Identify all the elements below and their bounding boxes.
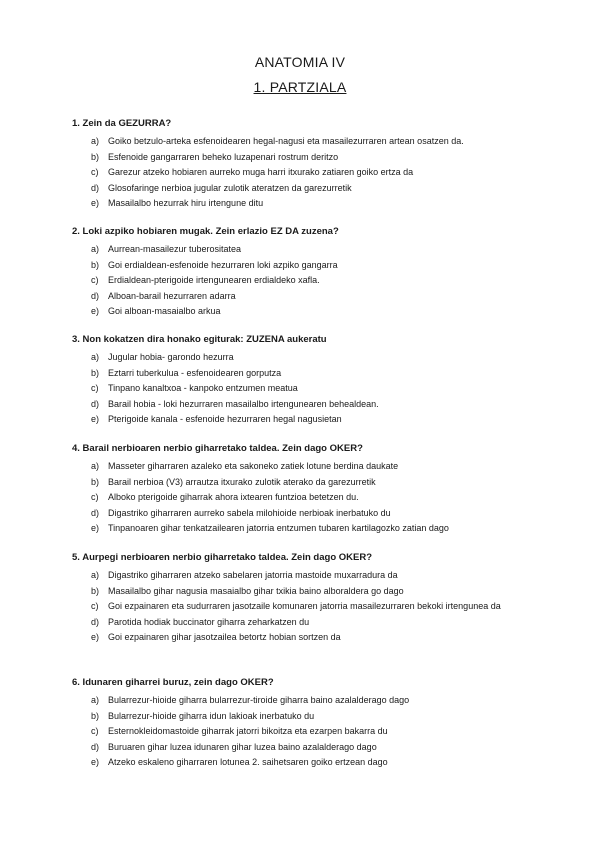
option-marker: c) <box>91 726 99 736</box>
option-marker: b) <box>91 259 100 270</box>
answer-option[interactable] <box>72 490 572 506</box>
option-marker: d) <box>91 290 100 301</box>
option-text: Parotida hodiak buccinator giharra zeharkatzen du <box>108 616 310 627</box>
answer-option[interactable] <box>72 630 572 646</box>
option-text: Alboko pterigoide giharrak ahora ixtearen funtzioa betetzen du. <box>108 492 359 502</box>
answer-option[interactable] <box>72 366 572 382</box>
answer-option[interactable] <box>72 150 572 166</box>
option-text: Goi alboan-masaialbo arkua <box>108 306 221 316</box>
answer-option[interactable] <box>72 412 572 428</box>
answer-option[interactable] <box>72 599 538 615</box>
option-text: Tinpano kanaltxoa - kanpoko entzumen meatua <box>108 383 298 393</box>
question-5 <box>72 551 572 646</box>
option-text: Digastriko giharraren atzeko sabelaren jatorria mastoide muxarradura da <box>108 570 398 580</box>
option-marker: e) <box>91 757 100 767</box>
answer-option[interactable] <box>72 165 572 181</box>
question-title: 4. Barail nerbioaren nerbio giharretako taldea. Zein dago OKER? <box>72 443 363 454</box>
option-text: Esfenoide gangarraren beheko luzapenari rostrum deritzo <box>108 151 339 162</box>
option-marker: b) <box>91 367 100 378</box>
answer-option[interactable] <box>72 584 572 600</box>
option-marker: b) <box>91 151 100 162</box>
option-marker: a) <box>91 695 100 705</box>
answer-option[interactable] <box>72 181 572 197</box>
option-marker: c) <box>91 601 99 611</box>
answer-option[interactable] <box>72 506 572 522</box>
option-text: Jugular hobia- garondo hezurra <box>108 352 234 362</box>
option-text: Masailalbo gihar nagusia masaialbo gihar txikia baino alboraldera go dago <box>108 585 404 596</box>
answer-option[interactable] <box>72 289 572 305</box>
option-text: Aurrean-masailezur tuberositatea <box>108 244 242 254</box>
option-marker: c) <box>91 167 99 177</box>
question-6 <box>72 676 572 771</box>
answer-option[interactable] <box>72 475 572 491</box>
option-text: Alboan-barail hezurraren adarra <box>108 290 236 301</box>
option-text: Goi ezpainaren eta sudurraren jasotzaile komunaren jatorria masailezurraren bekoki irtengunea da <box>108 601 501 611</box>
option-marker: d) <box>91 398 100 409</box>
question-2 <box>72 225 572 320</box>
answer-option[interactable] <box>72 724 572 740</box>
option-marker: e) <box>91 523 100 533</box>
option-text: Tinpanoaren gihar tenkatzailearen jatorria entzumen tubaren kartilagozko zatian dago <box>108 523 449 533</box>
option-text: Pterigoide kanala - esfenoide hezurraren hegal nagusietan <box>108 414 342 424</box>
option-text: Garezur atzeko hobiaren aurreko muga harri itxurako zatiaren goiko ertza da <box>108 167 414 177</box>
option-marker: d) <box>91 182 100 193</box>
answer-option[interactable] <box>72 709 572 725</box>
answer-option[interactable] <box>72 242 572 258</box>
option-text: Bularrezur-hioide giharra idun lakioak inerbatuko du <box>108 710 315 721</box>
answer-option[interactable] <box>72 693 572 709</box>
option-marker: d) <box>91 507 100 518</box>
option-marker: a) <box>91 570 100 580</box>
option-marker: b) <box>91 476 100 487</box>
option-text: Masseter giharraren azaleko eta sakoneko zatiek lotune berdina daukate <box>108 461 399 471</box>
answer-option[interactable] <box>72 273 572 289</box>
option-marker: e) <box>91 306 100 316</box>
answer-option[interactable] <box>72 568 572 584</box>
question-3 <box>72 333 572 428</box>
option-marker: c) <box>91 383 99 393</box>
option-text: Barail nerbioa (V3) arrautza itxurako zulotik aterako da garezurretik <box>108 476 376 487</box>
option-text: Masailalbo hezurrak hiru irtengune ditu <box>108 198 264 208</box>
option-text: Goi erdialdean-esfenoide hezurraren loki azpiko gangarra <box>108 259 338 270</box>
option-marker: a) <box>91 244 100 254</box>
option-marker: e) <box>91 414 100 424</box>
option-text: Erdialdean-pterigoide irtengunearen erdialdeko xafla. <box>108 275 320 285</box>
option-marker: c) <box>91 275 99 285</box>
option-text: Goi ezpainaren gihar jasotzailea betortz hobian sortzen da <box>108 632 341 642</box>
answer-option[interactable] <box>72 304 572 320</box>
question-title: 6. Idunaren giharrei buruz, zein dago OKER? <box>72 677 274 688</box>
answer-option[interactable] <box>72 397 572 413</box>
answer-option[interactable] <box>72 381 572 397</box>
answer-option[interactable] <box>72 740 572 756</box>
option-marker: c) <box>91 492 99 502</box>
option-text: Eztarri tuberkulua - esfenoidearen gorputza <box>108 367 282 378</box>
answer-option[interactable] <box>72 459 572 475</box>
answer-option[interactable] <box>72 521 572 537</box>
answer-option[interactable] <box>72 258 572 274</box>
option-text: Atzeko eskaleno giharraren lotunea 2. saihetsaren goiko ertzean dago <box>108 757 388 767</box>
option-marker: e) <box>91 632 100 642</box>
answer-option[interactable] <box>72 134 572 150</box>
option-text: Buruaren gihar luzea idunaren gihar luzea baino azalalderago dago <box>108 741 377 752</box>
answer-option[interactable] <box>72 350 572 366</box>
option-marker: a) <box>91 352 100 362</box>
option-text: Glosofaringe nerbioa jugular zulotik ateratzen da garezurretik <box>108 182 352 193</box>
document-subtitle: 1. PARTZIALA <box>253 79 347 95</box>
option-marker: d) <box>91 616 100 627</box>
option-text: Digastriko giharraren aurreko sabela milohioide nerbioak inerbatuko du <box>108 507 391 518</box>
option-text: Goiko betzulo-arteka esfenoidearen hegal-nagusi eta masailezurraren artean osatzen da. <box>108 136 464 146</box>
option-marker: a) <box>91 136 100 146</box>
question-title: 2. Loki azpiko hobiaren mugak. Zein erlazio EZ DA zuzena? <box>72 226 339 237</box>
question-1 <box>72 117 572 212</box>
option-text: Bularrezur-hioide giharra bularrezur-tiroide giharra baino azalalderago dago <box>108 695 410 705</box>
option-marker: d) <box>91 741 100 752</box>
answer-option[interactable] <box>72 196 572 212</box>
question-title: 5. Aurpegi nerbioaren nerbio giharretako taldea. Zein dago OKER? <box>72 552 373 563</box>
answer-option[interactable] <box>72 755 572 771</box>
option-marker: a) <box>91 461 100 471</box>
option-marker: e) <box>91 198 100 208</box>
answer-option[interactable] <box>72 615 572 631</box>
option-text: Barail hobia - loki hezurraren masailalbo irtengunearen behealdean. <box>108 398 379 409</box>
question-title: 3. Non kokatzen dira honako egiturak: ZUZENA aukeratu <box>72 334 327 345</box>
option-text: Esternokleidomastoide giharrak jatorri bikoitza eta ezarpen bakarra du <box>108 726 388 736</box>
option-marker: b) <box>91 710 100 721</box>
question-4 <box>72 442 572 537</box>
document-title: ANATOMIA IV <box>254 54 346 70</box>
option-marker: b) <box>91 585 100 596</box>
question-title: 1. Zein da GEZURRA? <box>72 118 172 129</box>
